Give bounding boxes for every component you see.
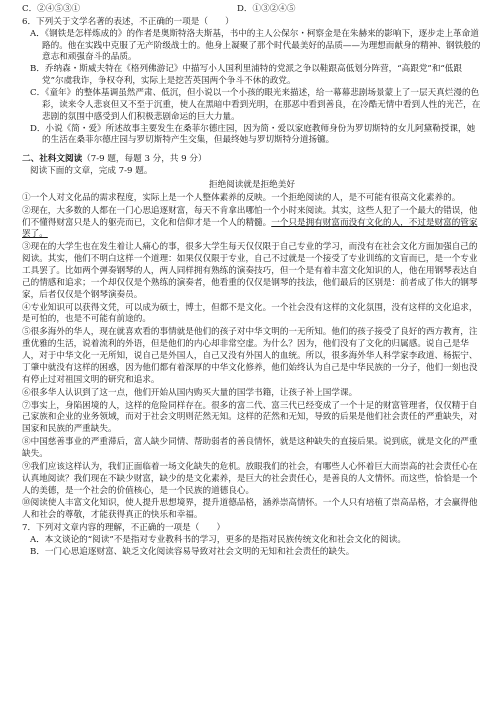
- question-7-stem: 7．下列对文章内容的理解，不正确的一项是（ ）: [22, 523, 226, 534]
- article-paragraph-3: ③现在的大学生也在发生着让人痛心的事，很多大学生每天仅仅限于自己专业的学习，而没有在社会文化方面加强自己的阅读。其实，他们不明白这样一个道理：如果仅仅限于专业，自己不过就是一个接受了专业训练的文盲而已，是一个专业工具罢了。比如两个弹奏钢琴的人，两人同样拥有熟练的演奏技巧，但一个是有着丰富文化知识的人，他在用钢琴表达自己的情感和追求；一个却仅仅是个熟练的演奏者，他看重的仅仅是钢琴的技法，他们最后的区别是：前者成了伟大的钢琴家，后者仅仅是个钢琴演奏员。: [22, 242, 478, 300]
- question-6-option-c: C．《童年》的整体基调虽然严肃、低沉，但小说以一个小孩的眼光来描述，给一幕幕悲剧场景蒙上了一层天真烂漫的色彩，读来令人悲哀但又不至于沉重，使人在黑暗中看到光明，在那恶中看到善良，在冷酷无情中看到人性的光芒，在悲剧的氛围中感受到人们积极悲剧命运的巨大力量。: [30, 88, 481, 122]
- article-paragraph-2-text: ②现在，大多数的人都在一门心思追逐财富，每天不肯拿出哪怕一个小时来阅读。其实，这些人犯了一个最大的错误，他们不懂得财富只是人的躯壳而已，文化和信仰才是一个人的精髓。: [22, 205, 478, 228]
- question-7-option-a: A．本文谈论的“阅读”不是指对专业教科书的学习，更多的是指对民族传统文化和社会文化的阅读。: [30, 534, 406, 545]
- option-d: D．①③②④⑤: [237, 4, 296, 14]
- question-6-option-d: D．小说《简・爱》所述故事主要发生在桑菲尔德庄园，因为简・爱以家庭教师身份为罗切斯特的女儿阿黛勒授课，她的生活在桑菲尔德庄园与罗切斯特产生交集，但最终她与罗切斯特分道扬镳。: [30, 123, 476, 146]
- exam-page: [22, 4, 482, 559]
- section-note: （7-9 题，每题 3 分，共 9 分）: [82, 154, 207, 165]
- article-paragraph-9: ⑨我们应该这样认为，我们正面临着一场文化缺失的危机。放眼我们的社会，有哪些人心怀着巨大而崇高的社会责任心在认真地阅读？我们现在不缺少财富，缺少的是文化素养，是巨大的社会责任心，是善良的人文情怀。而这些，恰恰是一个人的美德，是一个社会的价值核心，是一个民族的道德良心。: [22, 461, 478, 496]
- question-6-stem: 6．下列关于文学名著的表述，不正确的一项是（ ）: [22, 16, 234, 27]
- section-social-science-reading: [22, 154, 482, 558]
- article-paragraph-8: ⑧中国慈善事业的严重滞后，富人缺少同情、帮助弱者的善良情怀，就是这种缺失的直接后果。说到底，就是文化的严重缺失。: [22, 437, 478, 459]
- question-6-option-a: A．《钢铁是怎样炼成的》的作者是奥斯特洛夫斯基，书中的主人公保尔・柯察金是在朱赫来的影响下，逐步走上革命道路的。他在实践中克服了无产阶级战士的。他身上凝聚了那个时代最美好的品质——为理想而献身的精神、钢铁般的意志和顽强奋斗的品质。: [30, 28, 481, 63]
- section-title: 二、社科文阅读: [22, 154, 83, 165]
- article-paragraph-1: ①一个人对文化品的需求程度，实际上是一个人整体素养的反映。一个拒绝阅读的人，是不可能有很高文化素养的。: [22, 192, 461, 203]
- article-paragraph-5: ⑤很多海外的华人，现在就喜欢看的事情就是他们的孩子对中华文明的一无所知。他们的孩子接受了良好的西方教育，注重优雅的生活，说着流利的外语，但是他们的内心却非常空虚。为什么？因为，他们没有了文化的归属感。说自己是华人，对于中华文化一无所知，说自己是外国人，自己又没有外国人的血统。所以，很多海外华人科学家李政道、杨振宁、丁肇中就没有这样的困惑，因为他们都有着深厚的中华文化修养，他们始终认为自己是中华民族的一分子，他们一刻也没有停止过对祖国文明的研究和追求。: [22, 327, 478, 385]
- option-c: C．②④⑤③①: [22, 4, 81, 14]
- previous-question-options: [22, 4, 482, 16]
- question-6-option-b: B．乔纳森・斯威夫特在《格列佛游记》中描写小人国利里浦特的党派之争以鞋跟高低划分阵营，“高跟党”和“低跟党”尔虞我诈，争权夺利，实际上是挖苦英国两个争斗不休的政党。: [30, 64, 462, 87]
- question-7-option-b: B．一门心思追逐财富、缺乏文化阅读容易导致对社会文明的无知和社会责任的缺失。: [30, 546, 355, 557]
- article-paragraph-6: ⑥很多华人认识到了这一点，他们开始从国内购买大量的国学书籍，让孩子补上国学课。: [22, 387, 358, 398]
- article-paragraph-2-underlined: 一个只是拥有财富而没有文化的人，不过是财富的管家罢了。: [22, 217, 478, 240]
- article-paragraph-10: ⑩阅读使人丰富文化知识，使人提升思想境界，提升道德品格，涵养崇高情怀。一个人只有培植了崇高品格，才会赢得他人和社会的尊敬，才能获得真正的快乐和幸福。: [22, 498, 478, 521]
- article-paragraph-7: ⑦事实上，身陷困境的人，这样的危险同样存在。很多的富二代、富三代已经变成了一个十足的财富管理者，仅仅精于自己家族和企业的业务领域，而对于社会文明则茫然无知。这样的茫然和无知，导致的后果是他们社会责任的严重缺失，对国家和民族的严重缺失。: [22, 400, 478, 435]
- article-paragraph-2: [22, 206, 482, 242]
- article-paragraph-4: ④专业知识可以获得文凭，可以成为硕士，博士，但都不是文化。一个社会没有这样的文化氛围，没有这样的文化追求，是可怕的，也是不可能有前途的。: [22, 302, 478, 325]
- question-6: [22, 17, 482, 147]
- question-7: [22, 523, 482, 559]
- section-heading: [22, 154, 482, 166]
- article-title: 拒绝阅读就是拒绝美好: [209, 180, 295, 191]
- section-instruction: 阅读下面的文章，完成 7-9 题。: [30, 166, 153, 177]
